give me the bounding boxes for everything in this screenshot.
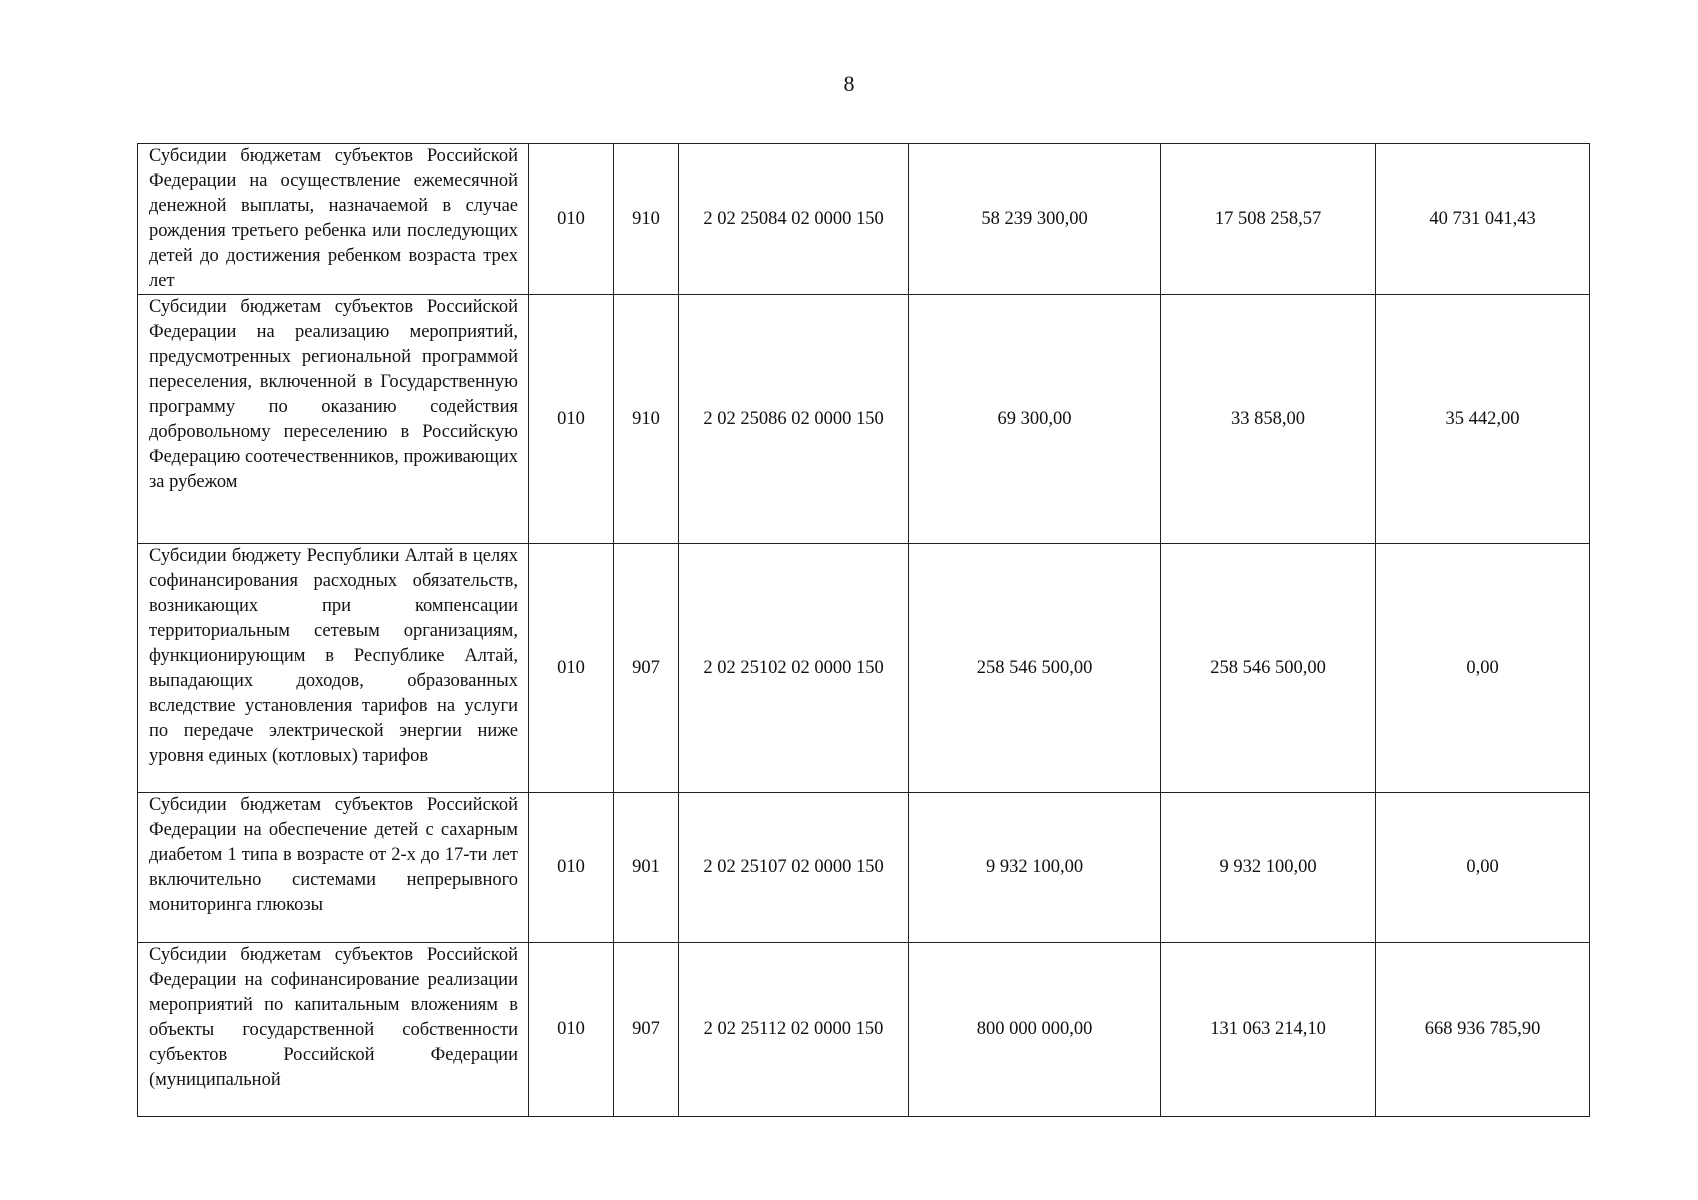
row-amount-2: 17 508 258,57 bbox=[1161, 144, 1376, 295]
row-admin-code: 901 bbox=[614, 793, 679, 943]
row-amount-3: 35 442,00 bbox=[1376, 295, 1590, 544]
table-row bbox=[138, 295, 1590, 544]
table-row bbox=[138, 144, 1590, 295]
row-chapter-code: 010 bbox=[529, 943, 614, 1117]
row-budget-code: 2 02 25102 02 0000 150 bbox=[679, 544, 909, 793]
row-amount-3: 0,00 bbox=[1376, 544, 1590, 793]
row-budget-code: 2 02 25084 02 0000 150 bbox=[679, 144, 909, 295]
budget-table bbox=[137, 143, 1590, 1117]
row-amount-1: 9 932 100,00 bbox=[909, 793, 1161, 943]
row-chapter-code: 010 bbox=[529, 793, 614, 943]
row-description: Субсидии бюджетам субъектов Российской Федерации на реализацию мероприятий, предусмотренных региональной программой переселения, включенной в Государственную программу по оказанию содействия добровольному переселению в Российскую Федерацию соотечественников, проживающих за рубежом bbox=[138, 295, 529, 544]
row-chapter-code: 010 bbox=[529, 144, 614, 295]
page-number: 8 bbox=[843, 71, 855, 96]
row-amount-1: 58 239 300,00 bbox=[909, 144, 1161, 295]
row-amount-3: 40 731 041,43 bbox=[1376, 144, 1590, 295]
row-admin-code: 907 bbox=[614, 544, 679, 793]
row-budget-code: 2 02 25107 02 0000 150 bbox=[679, 793, 909, 943]
row-amount-1: 800 000 000,00 bbox=[909, 943, 1161, 1117]
row-amount-2: 9 932 100,00 bbox=[1161, 793, 1376, 943]
row-admin-code: 907 bbox=[614, 943, 679, 1117]
row-budget-code: 2 02 25086 02 0000 150 bbox=[679, 295, 909, 544]
row-amount-1: 69 300,00 bbox=[909, 295, 1161, 544]
table-row bbox=[138, 544, 1590, 793]
table-row bbox=[138, 943, 1590, 1117]
row-admin-code: 910 bbox=[614, 144, 679, 295]
row-chapter-code: 010 bbox=[529, 295, 614, 544]
row-admin-code: 910 bbox=[614, 295, 679, 544]
row-amount-2: 131 063 214,10 bbox=[1161, 943, 1376, 1117]
row-description: Субсидии бюджетам субъектов Российской Федерации на осуществление ежемесячной денежной выплаты, назначаемой в случае рождения третьего ребенка или последующих детей до достижения ребенком возраста трех лет bbox=[138, 144, 529, 295]
table-row bbox=[138, 793, 1590, 943]
row-amount-1: 258 546 500,00 bbox=[909, 544, 1161, 793]
row-amount-2: 258 546 500,00 bbox=[1161, 544, 1376, 793]
row-description: Субсидии бюджетам субъектов Российской Федерации на софинансирование реализации мероприятий по капитальным вложениям в объекты государственной собственности субъектов Российской Федерации (муниципальной bbox=[138, 943, 529, 1117]
row-amount-3: 668 936 785,90 bbox=[1376, 943, 1590, 1117]
row-amount-2: 33 858,00 bbox=[1161, 295, 1376, 544]
row-description: Субсидии бюджетам субъектов Российской Федерации на обеспечение детей с сахарным диабетом 1 типа в возрасте от 2-х до 17-ти лет включительно системами непрерывного мониторинга глюкозы bbox=[138, 793, 529, 943]
row-description: Субсидии бюджету Республики Алтай в целях софинансирования расходных обязательств, возникающих при компенсации территориальным сетевым организациям, функционирующим в Республике Алтай, выпадающих доходов, образованных вследствие установления тарифов на услуги по передаче электрической энергии ниже уровня единых (котловых) тарифов bbox=[138, 544, 529, 793]
row-amount-3: 0,00 bbox=[1376, 793, 1590, 943]
row-chapter-code: 010 bbox=[529, 544, 614, 793]
row-budget-code: 2 02 25112 02 0000 150 bbox=[679, 943, 909, 1117]
